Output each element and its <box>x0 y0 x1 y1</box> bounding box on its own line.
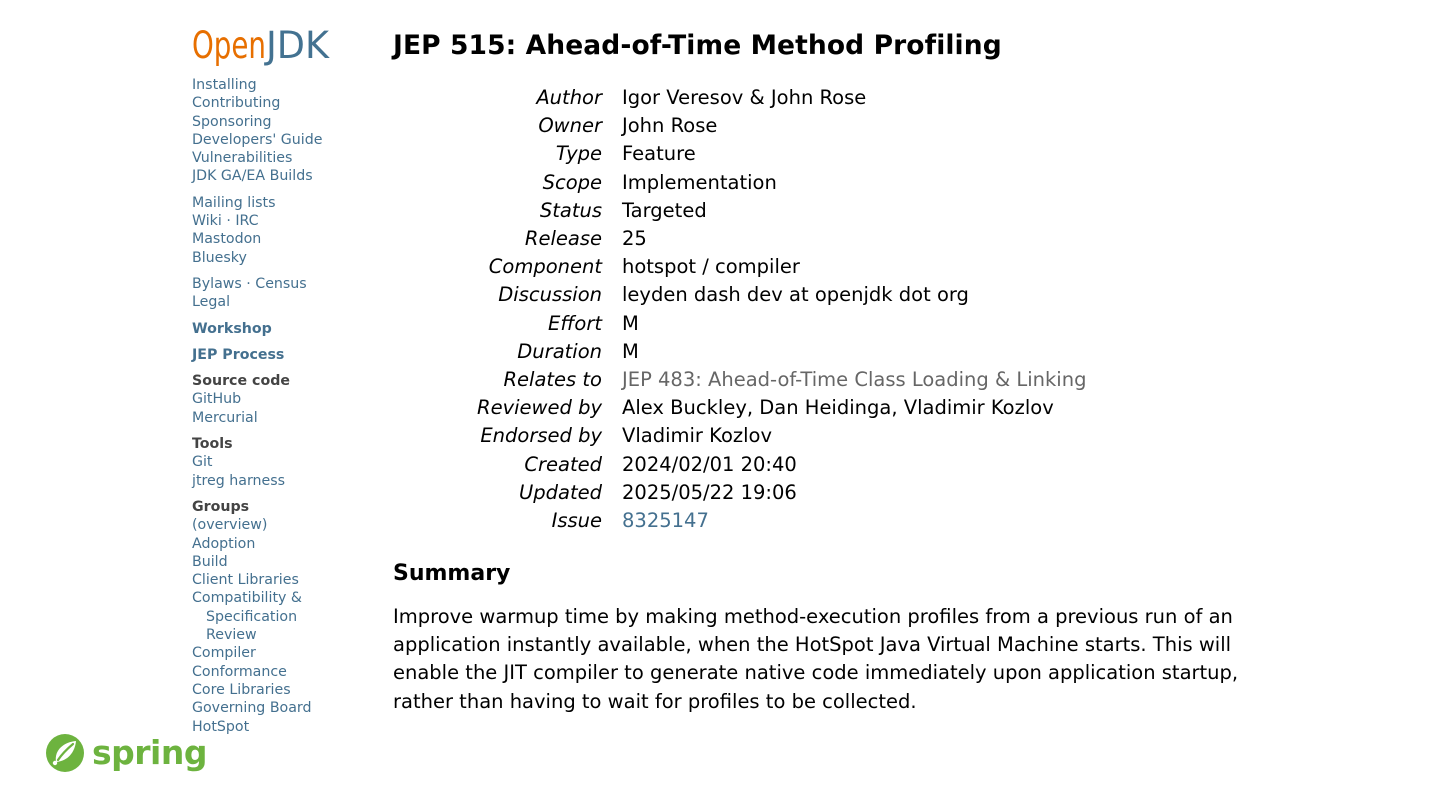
relates-to-link[interactable]: JEP 483: Ahead-of-Time Class Loading & Linking <box>622 368 1087 392</box>
meta-key: Relates to <box>503 368 602 392</box>
meta-row-issue <box>393 507 1086 535</box>
nav-installing[interactable]: Installing <box>192 77 257 93</box>
openjdk-logo-icon <box>192 24 332 68</box>
openjdk-logo-open: Open <box>192 24 266 67</box>
nav-jep-process[interactable]: JEP Process <box>192 346 285 363</box>
jep-metadata-table <box>393 84 1086 535</box>
meta-value: 2025/05/22 19:06 <box>622 480 797 504</box>
nav-compiler[interactable]: Compiler <box>192 645 256 662</box>
meta-key: Scope <box>542 170 602 194</box>
nav-conformance[interactable]: Conformance <box>192 663 287 680</box>
meta-row-relates-to <box>393 366 1086 394</box>
nav-group-source <box>192 372 372 427</box>
nav-bluesky[interactable]: Bluesky <box>192 249 247 266</box>
meta-row-endorsed-by <box>393 422 1086 450</box>
meta-value: 2024/02/01 20:40 <box>622 452 797 476</box>
openjdk-logo[interactable] <box>192 24 372 68</box>
nav-adoption[interactable]: Adoption <box>192 535 256 552</box>
page-title: JEP 515: Ahead-of-Time Method Profiling <box>393 30 1002 61</box>
meta-value: leyden dash dev at openjdk dot org <box>622 283 969 307</box>
meta-row-scope <box>393 169 1086 197</box>
meta-key: Issue <box>551 509 602 533</box>
summary-text: Improve warmup time by making method-execution profiles from a previous run of an application instantly available, when the HotSpot Java Virtual Machine starts. This will enable the JIT compiler to generate native code immediately upon application startup, rather than having to wait for profiles to be collected. <box>393 605 1239 713</box>
spring-logo <box>44 732 207 774</box>
nav-bylaws-census[interactable]: Bylaws · Census <box>192 275 307 292</box>
meta-row-status <box>393 197 1086 225</box>
meta-row-author <box>393 84 1086 112</box>
nav-jtreg[interactable]: jtreg harness <box>192 472 286 489</box>
nav-mastodon[interactable]: Mastodon <box>192 231 262 248</box>
meta-key: Component <box>488 255 602 279</box>
meta-key: Author <box>536 86 602 109</box>
meta-row-updated <box>393 479 1086 507</box>
meta-key: Discussion <box>498 283 602 307</box>
spring-leaf-icon <box>44 732 86 774</box>
meta-row-reviewed-by <box>393 394 1086 422</box>
meta-value: Igor Veresov & John Rose <box>622 86 867 109</box>
meta-value <box>622 366 1086 394</box>
summary-heading: Summary <box>393 561 511 587</box>
meta-value: M <box>622 311 639 335</box>
nav-mailing-lists[interactable]: Mailing lists <box>192 194 276 211</box>
nav-legal[interactable]: Legal <box>192 294 231 311</box>
nav-governing-board[interactable]: Governing Board <box>192 700 312 717</box>
nav-build[interactable]: Build <box>192 553 228 570</box>
meta-key: Release <box>524 227 602 251</box>
openjdk-logo-jdk: JDK <box>263 24 331 67</box>
nav-group-workshop <box>192 320 372 338</box>
nav-compatibility-review[interactable]: Review <box>206 627 257 644</box>
nav-mercurial[interactable]: Mercurial <box>192 409 258 426</box>
meta-value: hotspot / compiler <box>622 255 800 279</box>
nav-jdk-builds[interactable]: JDK GA/EA Builds <box>192 168 313 185</box>
meta-value: Alex Buckley, Dan Heidinga, Vladimir Kozlov <box>622 396 1054 420</box>
meta-key: Created <box>524 452 602 476</box>
meta-value: Targeted <box>622 198 707 222</box>
meta-row-created <box>393 451 1086 479</box>
nav-groups-overview[interactable]: (overview) <box>192 517 268 534</box>
meta-value: Implementation <box>622 170 777 194</box>
meta-value: Feature <box>622 142 696 166</box>
meta-row-duration <box>393 338 1086 366</box>
sidebar <box>192 24 372 744</box>
nav-github[interactable]: GitHub <box>192 391 242 408</box>
nav-workshop[interactable]: Workshop <box>192 320 272 337</box>
nav-core-libraries[interactable]: Core Libraries <box>192 681 291 698</box>
nav-compatibility-specification[interactable]: Specification <box>206 608 298 625</box>
meta-value <box>622 507 1086 535</box>
meta-key: Updated <box>519 480 602 504</box>
nav-developers-guide[interactable]: Developers' Guide <box>192 131 323 148</box>
main-content <box>393 28 1293 716</box>
nav-sponsoring[interactable]: Sponsoring <box>192 113 272 130</box>
meta-value: Vladimir Kozlov <box>622 424 773 448</box>
meta-row-discussion <box>393 281 1086 309</box>
meta-value: M <box>622 339 639 363</box>
issue-link[interactable]: 8325147 <box>622 509 709 533</box>
nav-group-tools <box>192 435 372 490</box>
nav-group-jep <box>192 346 372 364</box>
meta-row-owner <box>393 112 1086 140</box>
meta-key: Reviewed by <box>477 396 602 420</box>
nav-contributing[interactable]: Contributing <box>192 95 281 112</box>
nav-wiki-irc[interactable]: Wiki · IRC <box>192 213 259 230</box>
meta-row-component <box>393 253 1086 281</box>
nav-vulnerabilities[interactable]: Vulnerabilities <box>192 150 293 167</box>
meta-value: John Rose <box>622 114 718 138</box>
meta-row-type <box>393 140 1086 168</box>
meta-key: Type <box>555 142 602 166</box>
spring-wordmark: spring <box>92 733 207 772</box>
meta-key: Status <box>539 198 602 222</box>
nav-group-groups <box>192 498 372 736</box>
meta-key: Owner <box>538 114 602 138</box>
nav-compatibility[interactable]: Compatibility & <box>192 590 302 607</box>
nav-group-legal <box>192 275 372 312</box>
meta-key: Duration <box>517 339 602 363</box>
meta-row-effort <box>393 310 1086 338</box>
nav-hotspot[interactable]: HotSpot <box>192 718 250 735</box>
meta-key: Effort <box>548 311 602 335</box>
nav-git[interactable]: Git <box>192 454 213 471</box>
nav-heading-tools: Tools <box>192 436 233 453</box>
nav-group-community <box>192 194 372 267</box>
meta-row-release <box>393 225 1086 253</box>
nav-heading-groups: Groups <box>192 498 250 515</box>
nav-group-main <box>192 76 372 186</box>
meta-value: 25 <box>622 227 647 251</box>
nav-heading-source-code: Source code <box>192 373 290 390</box>
nav-client-libraries[interactable]: Client Libraries <box>192 572 299 589</box>
meta-key: Endorsed by <box>480 424 602 448</box>
